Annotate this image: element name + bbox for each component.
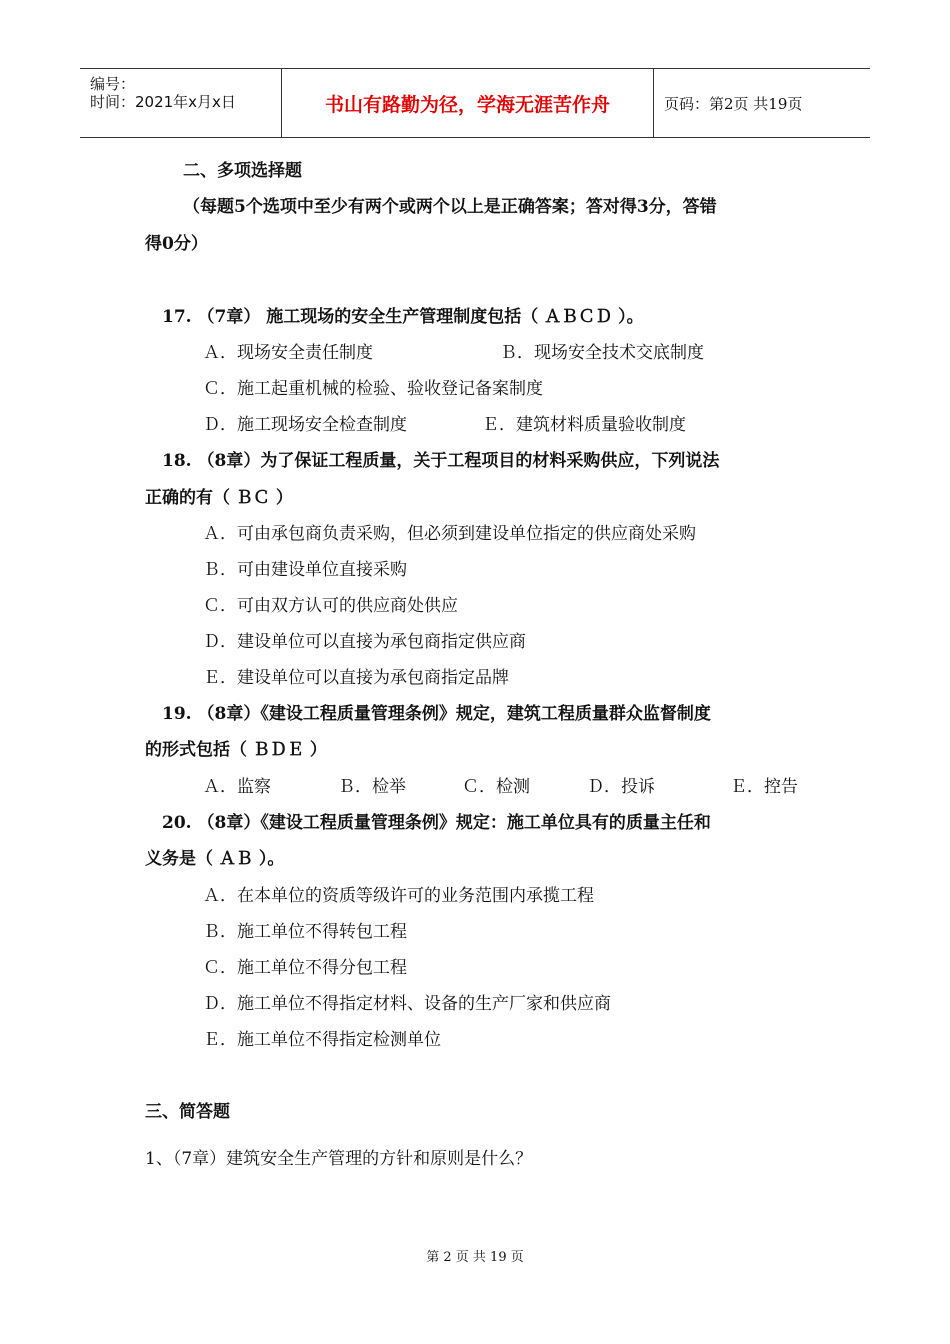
- section2-instruction-line1: （每题5个选项中至少有两个或两个以上是正确答案；答对得3分，答错: [183, 197, 717, 217]
- q20-option-c: Ｃ．施工单位不得分包工程: [203, 958, 407, 978]
- q20-option-a: Ａ．在本单位的资质等级许可的业务范围内承揽工程: [203, 886, 594, 906]
- header-number: 编号：: [90, 75, 136, 93]
- section2-instruction-line2: 得0分）: [145, 234, 208, 254]
- q18-stem-line2: 正确的有（ ＢＣ ）: [145, 488, 293, 508]
- q17-option-c: Ｃ．施工起重机械的检验、验收登记备案制度: [203, 379, 543, 399]
- q19-option-e: Ｅ．控告: [730, 777, 798, 797]
- q17-option-a: Ａ．现场安全责任制度: [203, 343, 373, 363]
- q19-option-a: Ａ．监察: [203, 777, 271, 797]
- q17-option-e: Ｅ．建筑材料质量验收制度: [482, 415, 686, 435]
- q18-option-d: Ｄ．建设单位可以直接为承包商指定供应商: [203, 632, 526, 652]
- q18-option-c: Ｃ．可由双方认可的供应商处供应: [203, 596, 458, 616]
- q18-option-b: Ｂ．可由建设单位直接采购: [203, 560, 407, 580]
- q17-stem: 17. （7章） 施工现场的安全生产管理制度包括（ ＡＢＣＤ ）。: [162, 307, 644, 327]
- header-time: 时间：2021年x月x日: [90, 93, 236, 111]
- q20-stem-line1: 20. （8章）《建设工程质量管理条例》规定：施工单位具有的质量主任和: [162, 813, 711, 833]
- q18-stem-line1: 18. （8章）为了保证工程质量，关于工程项目的材料采购供应，下列说法: [162, 451, 720, 471]
- q18-option-a: Ａ．可由承包商负责采购，但必须到建设单位指定的供应商处采购: [203, 524, 696, 544]
- q19-stem-line1: 19. （8章）《建设工程质量管理条例》规定，建筑工程质量群众监督制度: [162, 704, 711, 724]
- section2-title: 二、多项选择题: [183, 161, 302, 181]
- q19-stem-line2: 的形式包括（ ＢＤＥ ）: [145, 740, 327, 760]
- header-page-info: 页码：第2页 共19页: [664, 94, 803, 113]
- header-table: [80, 68, 870, 138]
- q17-option-b: Ｂ．现场安全技术交底制度: [500, 343, 704, 363]
- q20-option-d: Ｄ．施工单位不得指定材料、设备的生产厂家和供应商: [203, 994, 611, 1014]
- q18-option-e: Ｅ．建设单位可以直接为承包商指定品牌: [203, 668, 509, 688]
- q17-option-d: Ｄ．施工现场安全检查制度: [203, 415, 407, 435]
- q19-option-d: Ｄ．投诉: [587, 777, 655, 797]
- q20-option-b: Ｂ．施工单位不得转包工程: [203, 922, 407, 942]
- section3-title: 三、简答题: [145, 1102, 230, 1122]
- page-footer: 第 2 页 共 19 页: [426, 1250, 524, 1265]
- section3-question-1: 1、（7章）建筑安全生产管理的方针和原则是什么？: [145, 1149, 533, 1169]
- q20-option-e: Ｅ．施工单位不得指定检测单位: [203, 1030, 441, 1050]
- q19-option-b: Ｂ．检举: [338, 777, 406, 797]
- header-meta-cell: [80, 69, 282, 137]
- q19-option-c: Ｃ．检测: [462, 777, 530, 797]
- q20-stem-line2: 义务是（ ＡＢ ）。: [145, 849, 285, 869]
- header-motto: 书山有路勤为径，学海无涯苦作舟: [282, 69, 654, 137]
